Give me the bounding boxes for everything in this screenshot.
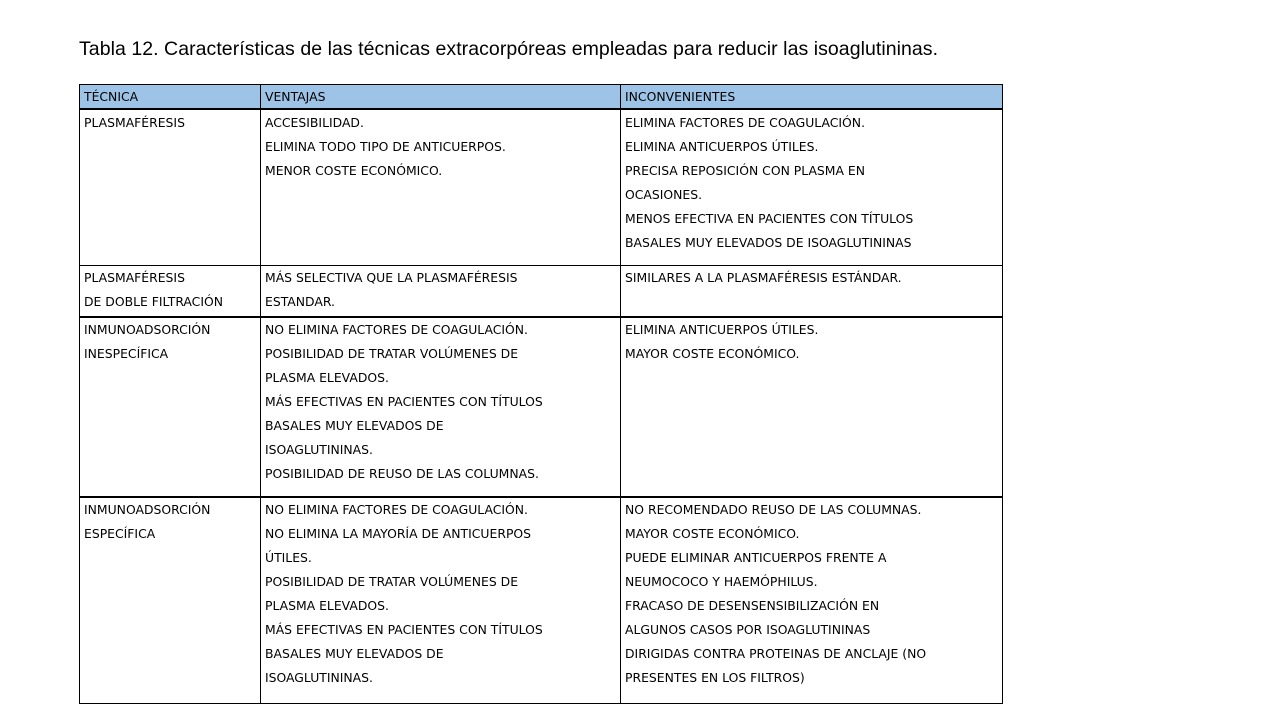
table-row xyxy=(80,497,1003,704)
cell-inconvenientes xyxy=(621,109,1003,266)
cell-line: ELIMINA ANTICUERPOS ÚTILES. xyxy=(625,139,819,154)
cell-line: ISOAGLUTININAS. xyxy=(265,670,373,685)
cell-line: SIMILARES A LA PLASMAFÉRESIS ESTÁNDAR. xyxy=(625,270,902,285)
cell-tecnica xyxy=(80,266,261,318)
cell-line: MAYOR COSTE ECONÓMICO. xyxy=(625,526,800,541)
cell-line: BASALES MUY ELEVADOS DE xyxy=(265,418,444,433)
cell-line: POSIBILIDAD DE REUSO DE LAS COLUMNAS. xyxy=(265,466,539,481)
cell-line: MÁS EFECTIVAS EN PACIENTES CON TÍTULOS xyxy=(265,394,543,409)
cell-line: BASALES MUY ELEVADOS DE ISOAGLUTININAS xyxy=(625,235,912,250)
cell-tecnica xyxy=(80,317,261,497)
cell-line: POSIBILIDAD DE TRATAR VOLÚMENES DE xyxy=(265,574,519,589)
cell-line: MÁS EFECTIVAS EN PACIENTES CON TÍTULOS xyxy=(265,622,543,637)
cell-ventajas xyxy=(261,109,621,266)
cell-tecnica xyxy=(80,497,261,704)
cell-line: ELIMINA TODO TIPO DE ANTICUERPOS. xyxy=(265,139,506,154)
cell-line: FRACASO DE DESENSENSIBILIZACIÓN EN xyxy=(625,598,880,613)
cell-line: OCASIONES. xyxy=(625,187,703,202)
cell-line: POSIBILIDAD DE TRATAR VOLÚMENES DE xyxy=(265,346,519,361)
cell-ventajas xyxy=(261,317,621,497)
cell-line: MAYOR COSTE ECONÓMICO. xyxy=(625,346,800,361)
techniques-table xyxy=(79,84,1003,704)
cell-line: MENOS EFECTIVA EN PACIENTES CON TÍTULOS xyxy=(625,211,914,226)
cell-line: NO ELIMINA FACTORES DE COAGULACIÓN. xyxy=(265,502,528,517)
cell-line: ELIMINA ANTICUERPOS ÚTILES. xyxy=(625,322,819,337)
cell-line: ÚTILES. xyxy=(265,550,312,565)
table-row xyxy=(80,109,1003,266)
cell-inconvenientes xyxy=(621,317,1003,497)
table-row xyxy=(80,266,1003,318)
cell-line: ELIMINA FACTORES DE COAGULACIÓN. xyxy=(625,115,866,130)
cell-line: ALGUNOS CASOS POR ISOAGLUTININAS xyxy=(625,622,871,637)
table-row xyxy=(80,317,1003,497)
cell-line: PLASMAFÉRESIS xyxy=(84,270,185,285)
cell-line: PLASMA ELEVADOS. xyxy=(265,370,389,385)
header-tecnica: TÉCNICA xyxy=(80,85,261,110)
cell-line: PRESENTES EN LOS FILTROS) xyxy=(625,670,805,685)
cell-line: DIRIGIDAS CONTRA PROTEINAS DE ANCLAJE (NO xyxy=(625,646,927,661)
cell-line: PLASMAFÉRESIS xyxy=(84,115,185,130)
cell-line: INESPECÍFICA xyxy=(84,346,169,361)
cell-inconvenientes xyxy=(621,497,1003,704)
cell-tecnica xyxy=(80,109,261,266)
cell-line: ISOAGLUTININAS. xyxy=(265,442,373,457)
cell-line: BASALES MUY ELEVADOS DE xyxy=(265,646,444,661)
cell-line: DE DOBLE FILTRACIÓN xyxy=(84,294,224,309)
cell-line: INMUNOADSORCIÓN xyxy=(84,322,211,337)
cell-ventajas xyxy=(261,497,621,704)
cell-line: INMUNOADSORCIÓN xyxy=(84,502,211,517)
table-title: Tabla 12. Características de las técnicas extracorpóreas empleadas para reducir las isoaglutininas. xyxy=(79,38,939,60)
cell-line: ACCESIBILIDAD. xyxy=(265,115,364,130)
cell-inconvenientes xyxy=(621,266,1003,318)
header-inconvenientes: INCONVENIENTES xyxy=(621,85,1003,110)
cell-line: NO ELIMINA LA MAYORÍA DE ANTICUERPOS xyxy=(265,526,532,541)
cell-line: NEUMOCOCO Y HAEMÓPHILUS. xyxy=(625,574,818,589)
table-header-row xyxy=(80,85,1003,110)
header-ventajas: VENTAJAS xyxy=(261,85,621,110)
cell-line: ESTANDAR. xyxy=(265,294,335,309)
cell-line: ESPECÍFICA xyxy=(84,526,156,541)
cell-ventajas xyxy=(261,266,621,318)
cell-line: PUEDE ELIMINAR ANTICUERPOS FRENTE A xyxy=(625,550,887,565)
cell-line: MENOR COSTE ECONÓMICO. xyxy=(265,163,443,178)
cell-line: NO RECOMENDADO REUSO DE LAS COLUMNAS. xyxy=(625,502,922,517)
cell-line: PLASMA ELEVADOS. xyxy=(265,598,389,613)
cell-line: MÁS SELECTIVA QUE LA PLASMAFÉRESIS xyxy=(265,270,518,285)
cell-line: PRECISA REPOSICIÓN CON PLASMA EN xyxy=(625,163,865,178)
cell-line: NO ELIMINA FACTORES DE COAGULACIÓN. xyxy=(265,322,528,337)
